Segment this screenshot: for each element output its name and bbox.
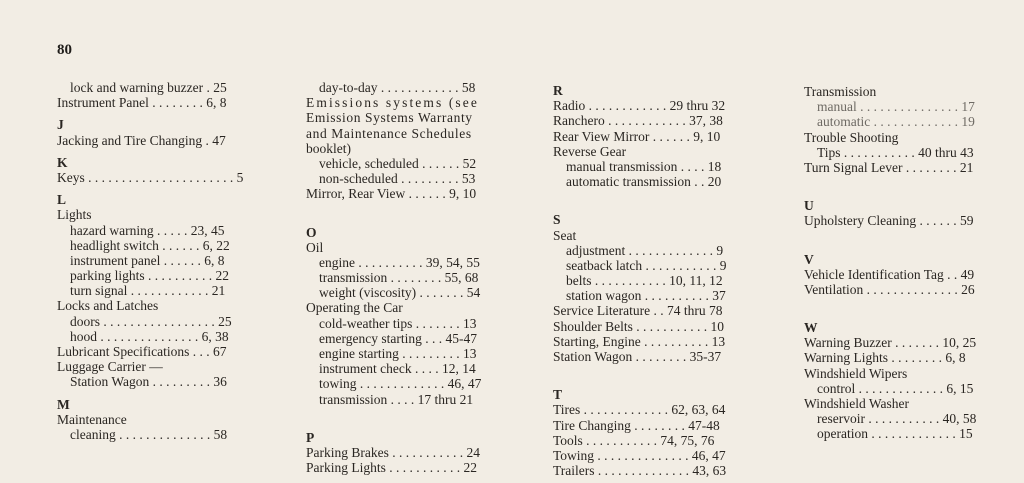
- section-letter: T: [553, 387, 563, 403]
- index-entry: Turn Signal Lever . . . . . . . . 21: [804, 159, 974, 175]
- index-subentry: weight (viscosity) . . . . . . . 54: [319, 285, 481, 301]
- index-entry: Instrument Panel . . . . . . . . 6, 8: [57, 95, 227, 111]
- index-entry: Windshield Wipers: [804, 365, 908, 381]
- section-letter: K: [57, 154, 68, 170]
- section-letter: O: [306, 224, 317, 240]
- index-entry: Luggage Carrier —: [57, 359, 163, 375]
- index-subentry: engine . . . . . . . . . . 39, 54, 55: [319, 254, 480, 270]
- index-subentry: engine starting . . . . . . . . . 13: [319, 346, 477, 361]
- page-number: 80: [57, 42, 72, 58]
- index-entry: Tools . . . . . . . . . . . 74, 75, 76: [553, 432, 715, 448]
- index-entry: Towing . . . . . . . . . . . . . . 46, 47: [553, 447, 726, 463]
- section-letter: J: [57, 117, 64, 133]
- index-subentry: automatic . . . . . . . . . . . . . 19: [817, 114, 975, 130]
- index-subentry: belts . . . . . . . . . . . 10, 11, 12: [566, 273, 723, 289]
- index-entry: Lights: [57, 207, 92, 223]
- section-letter: R: [553, 83, 563, 98]
- index-entry: Shoulder Belts . . . . . . . . . . . 10: [553, 318, 724, 334]
- section-letter: L: [57, 192, 67, 208]
- index-entry: Mirror, Rear View . . . . . . 9, 10: [306, 186, 477, 202]
- index-subentry: towing . . . . . . . . . . . . . 46, 47: [319, 376, 482, 392]
- index-subentry: turn signal . . . . . . . . . . . . 21: [70, 283, 226, 299]
- index-entry: Maintenance: [57, 411, 127, 427]
- index-subentry: instrument check . . . . 12, 14: [319, 361, 476, 377]
- index-subentry: hazard warning . . . . . 23, 45: [70, 222, 225, 238]
- index-entry: Radio . . . . . . . . . . . . 29 thru 32: [553, 98, 726, 114]
- index-column-2: [306, 80, 511, 475]
- index-entry: Station Wagon . . . . . . . . 35-37: [553, 349, 722, 364]
- index-entry: Emissions systems (see: [306, 95, 479, 111]
- index-subentry: transmission . . . . 17 thru 21: [319, 391, 474, 407]
- section-letter: V: [804, 251, 814, 267]
- index-column-3: [553, 80, 758, 478]
- index-entry: lock and warning buzzer . 25: [70, 80, 227, 95]
- index-entry: Operating the Car: [306, 300, 403, 316]
- index-subentry: Tips . . . . . . . . . . . 40 thru 43: [817, 144, 974, 160]
- index-subentry: emergency starting . . . 45-47: [319, 330, 477, 346]
- index-subentry: headlight switch . . . . . . 6, 22: [70, 237, 230, 253]
- index-entry: Seat: [553, 227, 577, 243]
- index-entry: Jacking and Tire Changing . 47: [57, 132, 226, 148]
- index-entry: Ventilation . . . . . . . . . . . . . . 26: [804, 281, 975, 297]
- index-subentry: instrument panel . . . . . . 6, 8: [70, 252, 225, 268]
- index-subentry: reservoir . . . . . . . . . . . 40, 58: [817, 411, 977, 427]
- section-letter: P: [306, 429, 315, 445]
- index-entry: Tire Changing . . . . . . . . 47-48: [553, 417, 720, 433]
- index-entry: Ranchero . . . . . . . . . . . . 37, 38: [553, 113, 723, 129]
- index-subentry: day-to-day . . . . . . . . . . . . 58: [319, 80, 476, 95]
- index-subentry: manual transmission . . . . 18: [566, 158, 722, 174]
- index-subentry: seatback latch . . . . . . . . . . . 9: [566, 257, 727, 273]
- index-entry: Warning Lights . . . . . . . . 6, 8: [804, 350, 966, 366]
- index-subentry: station wagon . . . . . . . . . . 37: [566, 288, 726, 304]
- index-entry: and Maintenance Schedules: [306, 125, 472, 141]
- index-entry: Emission Systems Warranty: [306, 110, 473, 126]
- index-subentry: cold-weather tips . . . . . . . 13: [319, 315, 477, 331]
- index-entry: Locks and Latches: [57, 298, 159, 314]
- index-entry: Lubricant Specifications . . . 67: [57, 344, 227, 359]
- index-subentry: automatic transmission . . 20: [566, 174, 722, 190]
- index-entry: Rear View Mirror . . . . . . 9, 10: [553, 128, 721, 144]
- index-subentry: adjustment . . . . . . . . . . . . . 9: [566, 242, 724, 258]
- index-subentry: non-scheduled . . . . . . . . . 53: [319, 171, 476, 187]
- index-subentry: vehicle, scheduled . . . . . . 52: [319, 155, 477, 171]
- index-entry: Oil: [306, 239, 324, 255]
- index-subentry: manual . . . . . . . . . . . . . . . 17: [817, 99, 975, 115]
- index-column-1: [57, 80, 262, 442]
- index-column-4: [804, 80, 1009, 442]
- index-entry: Parking Brakes . . . . . . . . . . . 24: [306, 444, 480, 460]
- index-entry: Windshield Washer: [804, 396, 909, 411]
- index-subentry: Station Wagon . . . . . . . . . 36: [70, 374, 227, 390]
- index-entry: Transmission: [804, 84, 877, 99]
- index-entry: Trouble Shooting: [804, 129, 899, 145]
- index-subentry: doors . . . . . . . . . . . . . . . . . 25: [70, 313, 232, 329]
- index-entry: Reverse Gear: [553, 143, 627, 159]
- index-subentry: operation . . . . . . . . . . . . . 15: [817, 426, 973, 442]
- index-entry: Service Literature . . 74 thru 78: [553, 303, 723, 319]
- index-entry: Vehicle Identification Tag . . 49: [804, 266, 975, 282]
- index-entry: booklet): [306, 140, 351, 156]
- index-entry: Trailers . . . . . . . . . . . . . . 43, 63: [553, 463, 727, 479]
- index-entry: Warning Buzzer . . . . . . . 10, 25: [804, 335, 977, 351]
- index-subentry: transmission . . . . . . . . 55, 68: [319, 270, 479, 286]
- index-entry: Upholstery Cleaning . . . . . . 59: [804, 213, 974, 229]
- index-subentry: hood . . . . . . . . . . . . . . . 6, 38: [70, 328, 229, 344]
- section-letter: U: [804, 198, 814, 214]
- index-entry: Tires . . . . . . . . . . . . . 62, 63, 64: [553, 402, 726, 418]
- section-letter: S: [553, 212, 561, 228]
- index-subentry: parking lights . . . . . . . . . . 22: [70, 268, 229, 284]
- index-entry: Parking Lights . . . . . . . . . . . 22: [306, 460, 477, 476]
- section-letter: W: [804, 320, 818, 336]
- index-entry: Keys . . . . . . . . . . . . . . . . . . . . . . 5: [57, 169, 244, 185]
- index-subentry: cleaning . . . . . . . . . . . . . . 58: [70, 426, 228, 442]
- section-letter: M: [57, 396, 70, 412]
- index-entry: Starting, Engine . . . . . . . . . . 13: [553, 333, 726, 349]
- index-subentry: control . . . . . . . . . . . . . 6, 15: [817, 380, 974, 396]
